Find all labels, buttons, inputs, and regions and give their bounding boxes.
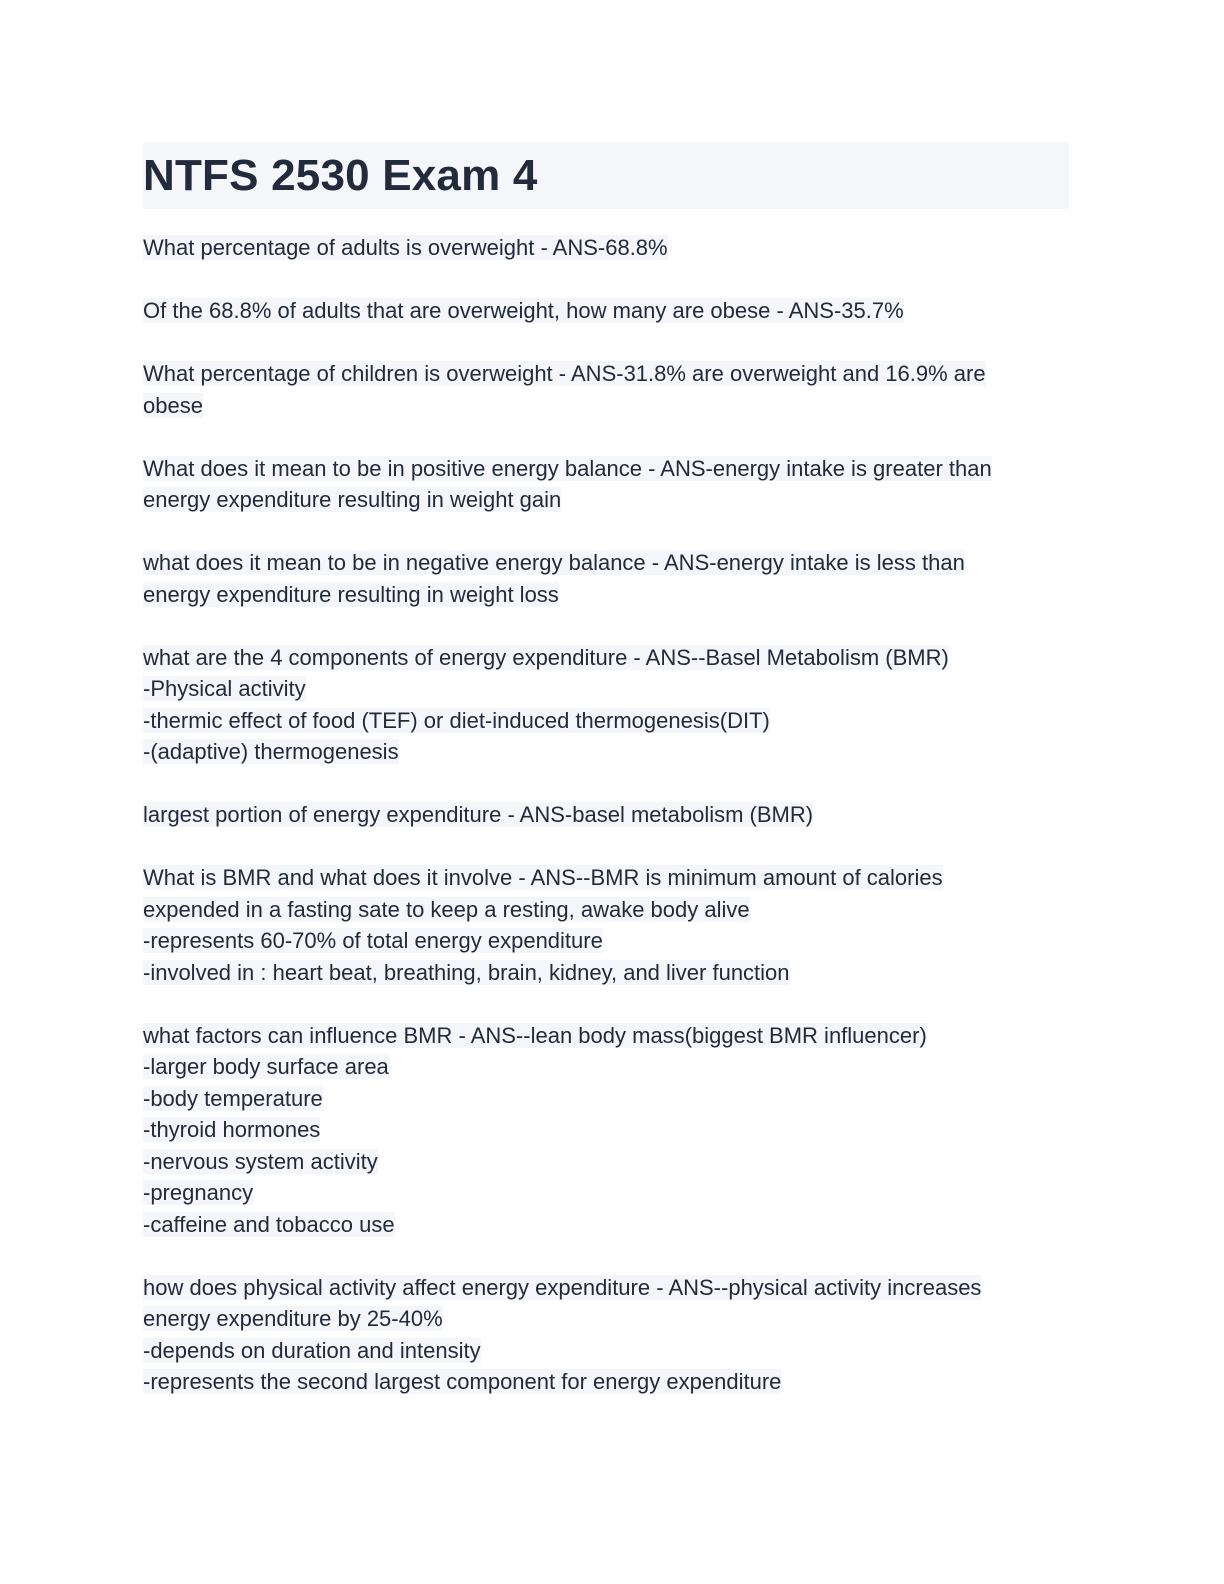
qa-line-text: -thermic effect of food (TEF) or diet-induced thermogenesis(DIT) <box>143 707 770 733</box>
qa-item <box>143 1020 1069 1241</box>
qa-line-text: -body temperature <box>143 1085 323 1111</box>
qa-line-text: What does it mean to be in positive energy balance - ANS-energy intake is greater than <box>143 455 992 481</box>
qa-line <box>143 1366 1069 1398</box>
qa-line-text: -represents 60-70% of total energy expenditure <box>143 928 603 953</box>
qa-line-text: What is BMR and what does it involve - ANS--BMR is minimum amount of calories <box>143 865 943 890</box>
qa-line-text: -larger body surface area <box>143 1054 389 1079</box>
qa-line-text: how does physical activity affect energy expenditure - ANS--physical activity increases <box>143 1274 982 1300</box>
qa-line-text: -depends on duration and intensity <box>143 1337 481 1363</box>
qa-line-text: -pregnancy <box>143 1180 254 1205</box>
qa-line-text: energy expenditure resulting in weight loss <box>143 581 559 607</box>
qa-line <box>143 862 1069 894</box>
qa-item <box>143 295 1069 327</box>
qa-line <box>143 925 1069 957</box>
qa-line <box>143 547 1069 579</box>
qa-line <box>143 1051 1069 1083</box>
qa-line <box>143 1272 1069 1304</box>
qa-item <box>143 453 1069 516</box>
qa-line <box>143 1335 1069 1367</box>
qa-item <box>143 642 1069 768</box>
qa-line <box>143 894 1069 926</box>
qa-line <box>143 642 1069 674</box>
qa-item <box>143 232 1069 264</box>
qa-line-text: what factors can influence BMR - ANS--lean body mass(biggest BMR influencer) <box>143 1022 927 1048</box>
qa-line <box>143 1209 1069 1241</box>
qa-line <box>143 705 1069 737</box>
qa-line-text: What percentage of adults is overweight - ANS-68.8% <box>143 235 668 260</box>
qa-line-text: what are the 4 components of energy expenditure - ANS--Basel Metabolism (BMR) <box>143 644 949 670</box>
qa-line <box>143 673 1069 705</box>
qa-line <box>143 1114 1069 1146</box>
qa-line-text: energy expenditure resulting in weight gain <box>143 487 562 512</box>
qa-line-text: expended in a fasting sate to keep a resting, awake body alive <box>143 896 750 922</box>
qa-line <box>143 1020 1069 1052</box>
qa-line <box>143 1083 1069 1115</box>
document-page <box>143 142 1069 1429</box>
qa-line <box>143 232 1069 264</box>
qa-line-text: -Physical activity <box>143 676 306 701</box>
qa-line-text: -(adaptive) thermogenesis <box>143 739 399 764</box>
qa-line <box>143 579 1069 611</box>
qa-item <box>143 358 1069 421</box>
qa-line-text: largest portion of energy expenditure - ANS-basel metabolism (BMR) <box>143 802 814 827</box>
qa-line-text: what does it mean to be in negative energy balance - ANS-energy intake is less than <box>143 550 965 575</box>
qa-line <box>143 1177 1069 1209</box>
qa-item <box>143 799 1069 831</box>
document-title: NTFS 2530 Exam 4 <box>143 150 538 200</box>
qa-line <box>143 1146 1069 1178</box>
qa-line-text: energy expenditure by 25-40% <box>143 1306 443 1331</box>
qa-line <box>143 799 1069 831</box>
qa-line <box>143 358 1069 390</box>
qa-item <box>143 1272 1069 1398</box>
title-block <box>143 142 1069 209</box>
qa-line-text: Of the 68.8% of adults that are overweight, how many are obese - ANS-35.7% <box>143 298 904 323</box>
qa-list <box>143 232 1069 1398</box>
qa-line-text: -thyroid hormones <box>143 1117 321 1142</box>
qa-item <box>143 862 1069 988</box>
qa-line <box>143 957 1069 989</box>
qa-line <box>143 736 1069 768</box>
qa-line-text: -nervous system activity <box>143 1148 378 1174</box>
qa-line-text: -involved in : heart beat, breathing, brain, kidney, and liver function <box>143 959 790 985</box>
qa-line <box>143 1303 1069 1335</box>
qa-line <box>143 295 1069 327</box>
qa-line <box>143 484 1069 516</box>
qa-item <box>143 547 1069 610</box>
qa-line <box>143 390 1069 422</box>
qa-line <box>143 453 1069 485</box>
qa-line-text: -caffeine and tobacco use <box>143 1211 395 1237</box>
qa-line-text: What percentage of children is overweight - ANS-31.8% are overweight and 16.9% are <box>143 361 986 386</box>
qa-line-text: obese <box>143 392 203 418</box>
qa-line-text: -represents the second largest component for energy expenditure <box>143 1369 782 1394</box>
